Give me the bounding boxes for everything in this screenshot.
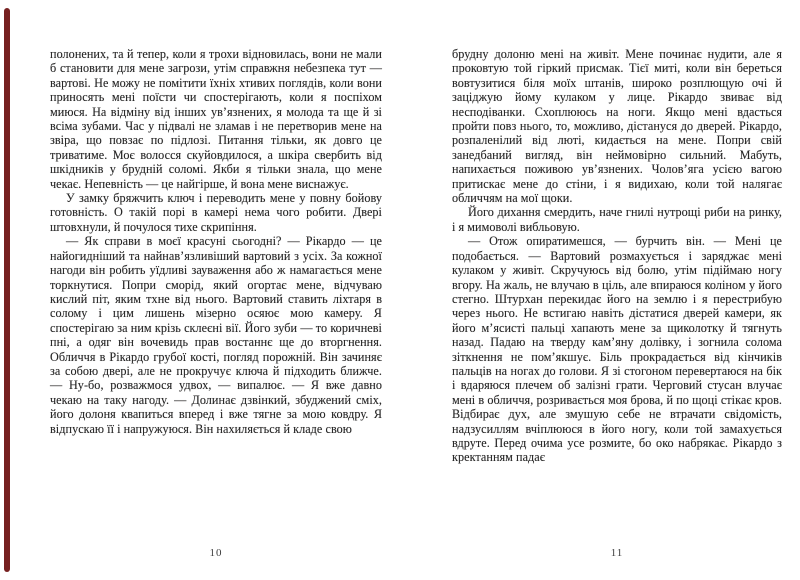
right-page-text xyxy=(452,47,782,465)
paragraph: Його дихання смердить, наче гнилі нутрощі риби на ринку, і я мимоволі вибльовую. xyxy=(452,205,782,234)
right-page-number: 11 xyxy=(610,547,624,559)
paragraph: брудну долоню мені на живіт. Мене починає нудити, але я проковтую той гіркий присмак. Тієї миті, коли він береться вовтузитися біля моїх штанів, широко розплющую очі й заціджую йому кулаком у лице. Рікардо звиває від несподіванки. Схоплююсь на ноги. Якщо мені вдасться пройти повз нього, то, можливо, дістануся до дверей. Рікардо, розпаленілий від люті, кидається на мене. Попри свій занедбаний вигляд, він неймовірно сильний. Мабуть, напихається поживою ув’язнених. Чолов’яга усією вагою притискає мене до стіни, і я видихаю, коли той налягає обличчям на мої щоки. xyxy=(452,47,782,206)
paragraph: полонених, та й тепер, коли я трохи відновилась, вони не мали б становити для мене загрози, утім справжня небезпека тут — вартові. Не можу не помітити їхніх хтивих поглядів, коли вони приносять мені поїсти чи спостерігають, коли я поспіхом миюся. На відміну від інших ув’язнених, я молода та ще й зі всіма зубами. Час у підвалі не зламав і не перетворив мене на звіра, що повзає по підлозі. Питання тільки, як довго це триватиме. Моє волосся скуйовдилося, а шкіра свербить від шкідників у брудній соломі. Якби я тільки знала, що мене чекає. Непевність — це найгірше, й вона мене виснажує. xyxy=(50,47,382,191)
book-spine-edge xyxy=(4,8,10,572)
paragraph: — Отож опиратимешся, — бурчить він. — Мені це подобається. — Вартовий розмахується і заряджає мені кулаком у живіт. Скручуюсь від болю, утім підіймаю ногу вгору. На жаль, не влучаю в ціль, але впираюся коліном у його стегно. Штурхан перекидає його на землю і я перестрибую через нього. Не встигаю навіть дістатися дверей камери, як його м’ясисті пальці хапають мене за щиколотку й тягнуть назад. Падаю на тверду кам’яну долівку, і зогнила солома зіткнення не пом’якшує. Біль прокрадається від кінчиків пальців на ногах до голови. Я зі стогоном перевертаюся на бік і вдаряюся плечем об залізні грати. Черговий стусан влучає мені в обличчя, розривається моя брова, й по щоці стікає кров. Відбирає дух, але змушую себе не втрачати свідомість, надзусиллям вчіплююся в його ногу, коли той замахується вдруте. Перед очима усе розмите, бо око набрякає. Рікардо з кректанням падає xyxy=(452,234,782,465)
paragraph: У замку бряжчить ключ і переводить мене у повну бойову готовність. О такій порі в камері нема чого робити. Двері штовхнули, й почулося тихе скрипіння. xyxy=(50,191,382,234)
left-page-number: 10 xyxy=(209,547,223,559)
left-page-text xyxy=(50,47,382,436)
paragraph: — Як справи в моєї красуні сьогодні? — Рікардо — це найогидніший та найнав’язливіший вартовий з усіх. За кожної нагоди він робить уїдливі зауваження або ж намагається мене торкнутися. Попри сморід, який огортає мене, відчуваю кислий піт, яким тхне від нього. Вартовий ставить ліхтаря в солому і цим лишень мізерно осяює мою камеру. Я спостерігаю за ним крізь склеєні вії. Його зуби — то коричневі пні, а одяг він вочевидь прав востаннє ще до вторгнення. Обличчя в Рікардо грубої кості, погляд порожній. Він зачиняє за собою двері, але не прокручує ключа й підходить ближче. — Ну-бо, розважмося удвох, — випалює. — Я вже давно чекаю на таку нагоду. — Долинає дзвінкий, збуджений сміх, його долоня квапиться вперед і вже тягне за мою ковдру. Я відпускаю її і напружуюся. Він нахиляється й кладе свою xyxy=(50,234,382,436)
